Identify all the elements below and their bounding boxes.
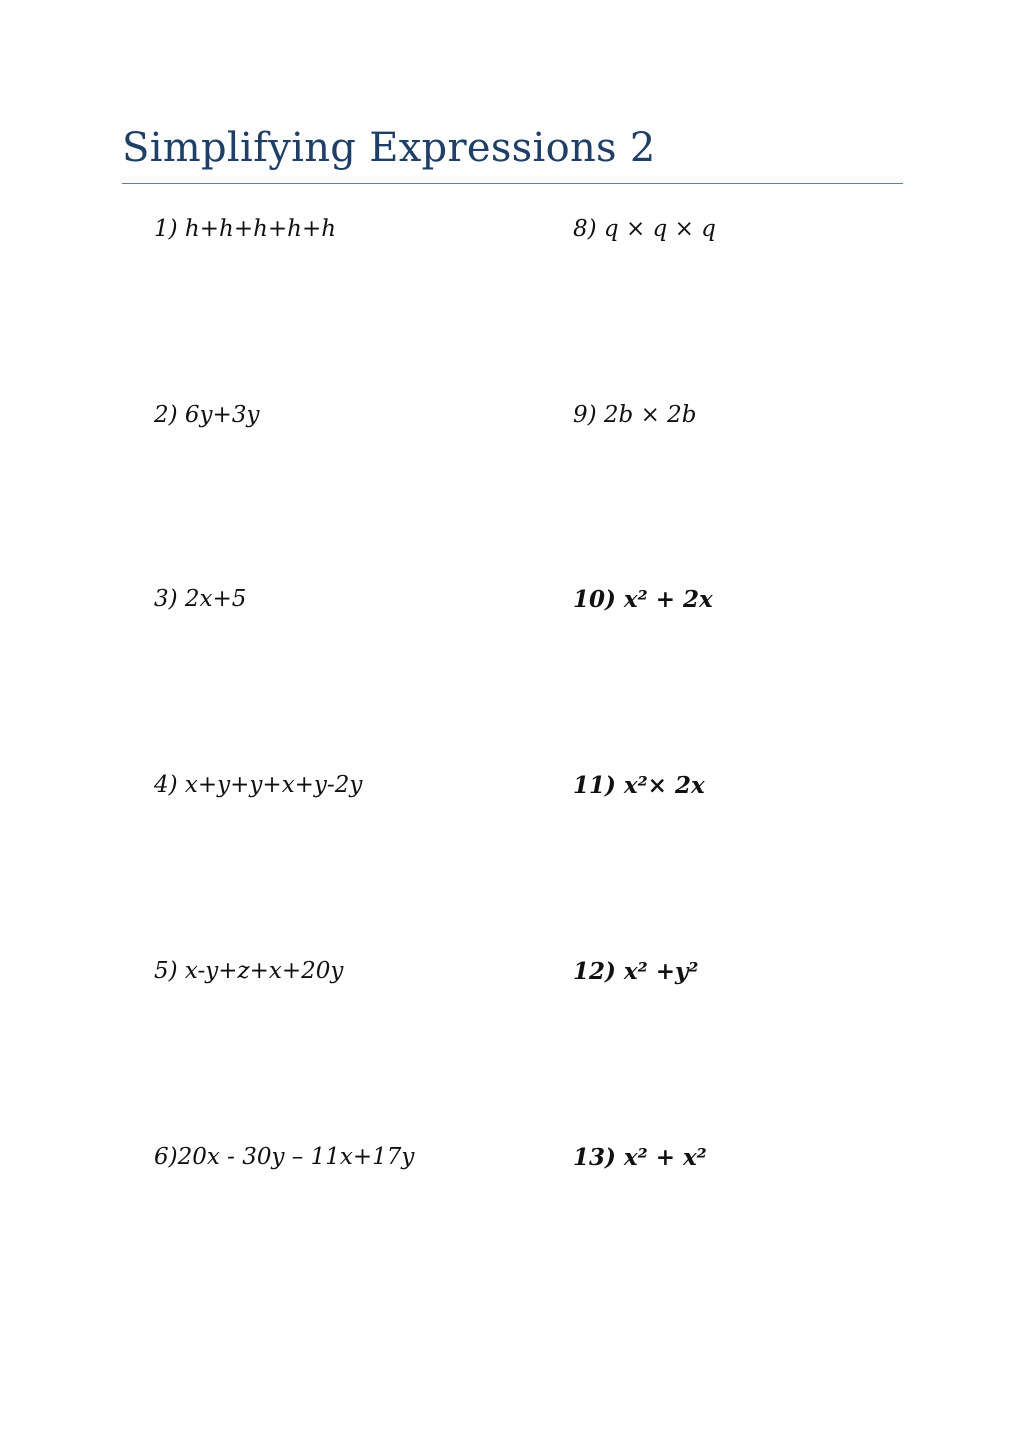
problem-1: 1) h+h+h+h+h bbox=[154, 216, 337, 242]
page-title: Simplifying Expressions 2 bbox=[122, 125, 656, 171]
title-divider bbox=[122, 183, 903, 184]
problem-9: 9) 2b × 2b bbox=[573, 402, 697, 428]
problem-10: 10) x² + 2x bbox=[573, 586, 713, 613]
problem-6: 6)20x - 30y – 11x+17y bbox=[154, 1144, 415, 1170]
problem-5: 5) x-y+z+x+20y bbox=[154, 958, 344, 984]
problem-4: 4) x+y+y+x+y-2y bbox=[154, 772, 363, 798]
problem-8: 8) q × q × q bbox=[573, 216, 716, 242]
problem-3: 3) 2x+5 bbox=[154, 586, 247, 612]
problem-13: 13) x² + x² bbox=[573, 1144, 707, 1171]
problem-12: 12) x² +y² bbox=[573, 958, 699, 985]
problem-11: 11) x²× 2x bbox=[573, 772, 705, 799]
problem-2: 2) 6y+3y bbox=[154, 402, 260, 428]
